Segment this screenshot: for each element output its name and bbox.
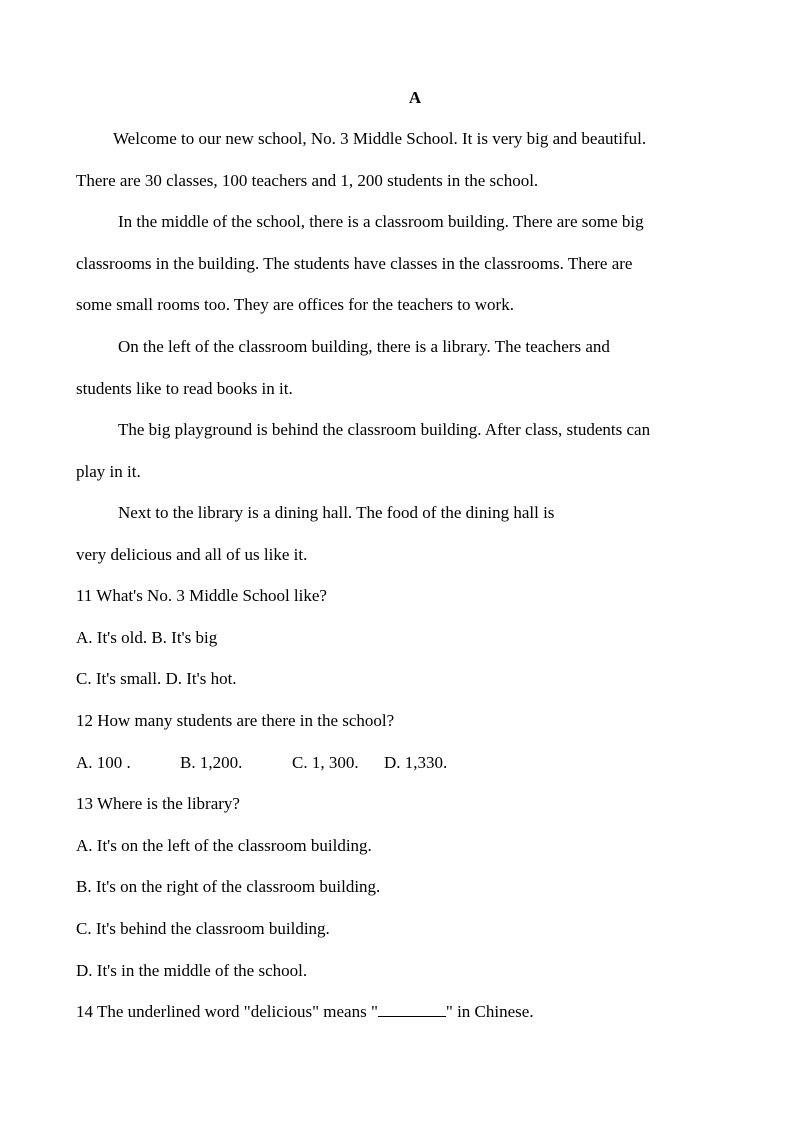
question-12-option-d: D. 1,330.: [384, 753, 448, 772]
passage-line-8: The big playground is behind the classroom building. After class, students can: [118, 420, 651, 439]
passage-line-10: Next to the library is a dining hall. The food of the dining hall is: [118, 503, 555, 522]
question-13-stem: 13 Where is the library?: [76, 794, 240, 813]
question-13-option-a: A. It's on the left of the classroom building.: [76, 836, 372, 855]
question-11-options-ab: A. It's old. B. It's big: [76, 628, 218, 647]
answer-blank: [378, 1002, 446, 1017]
passage-line-7: students like to read books in it.: [76, 379, 293, 398]
question-13-option-c: C. It's behind the classroom building.: [76, 919, 330, 938]
question-12-stem: 12 How many students are there in the school?: [76, 711, 395, 730]
passage-line-2: There are 30 classes, 100 teachers and 1, 200 students in the school.: [76, 171, 539, 190]
question-11-options-cd: C. It's small. D. It's hot.: [76, 669, 237, 688]
question-12-option-c: C. 1, 300.: [292, 753, 359, 772]
passage-line-1: Welcome to our new school, No. 3 Middle School. It is very big and beautiful.: [113, 129, 647, 148]
question-12-option-b: B. 1,200.: [180, 753, 243, 772]
question-13-option-b: B. It's on the right of the classroom building.: [76, 877, 381, 896]
question-13-option-d: D. It's in the middle of the school.: [76, 961, 308, 980]
passage-line-11: very delicious and all of us like it.: [76, 545, 308, 564]
question-14-stem-after: " in Chinese.: [445, 1002, 534, 1021]
passage-line-3: In the middle of the school, there is a classroom building. There are some big: [118, 212, 644, 231]
passage-line-5: some small rooms too. They are offices for the teachers to work.: [76, 295, 514, 314]
passage-line-9: play in it.: [76, 462, 141, 481]
passage-line-6: On the left of the classroom building, there is a library. The teachers and: [118, 337, 610, 356]
question-11-stem: 11 What's No. 3 Middle School like?: [76, 586, 327, 605]
passage-line-4: classrooms in the building. The students have classes in the classrooms. There are: [76, 254, 633, 273]
question-14-stem-before: 14 The underlined word "delicious" means ": [76, 1002, 378, 1021]
question-14-stem: [76, 1001, 534, 1023]
question-12-option-a: A. 100 .: [76, 753, 131, 772]
passage-title: A: [408, 88, 422, 107]
